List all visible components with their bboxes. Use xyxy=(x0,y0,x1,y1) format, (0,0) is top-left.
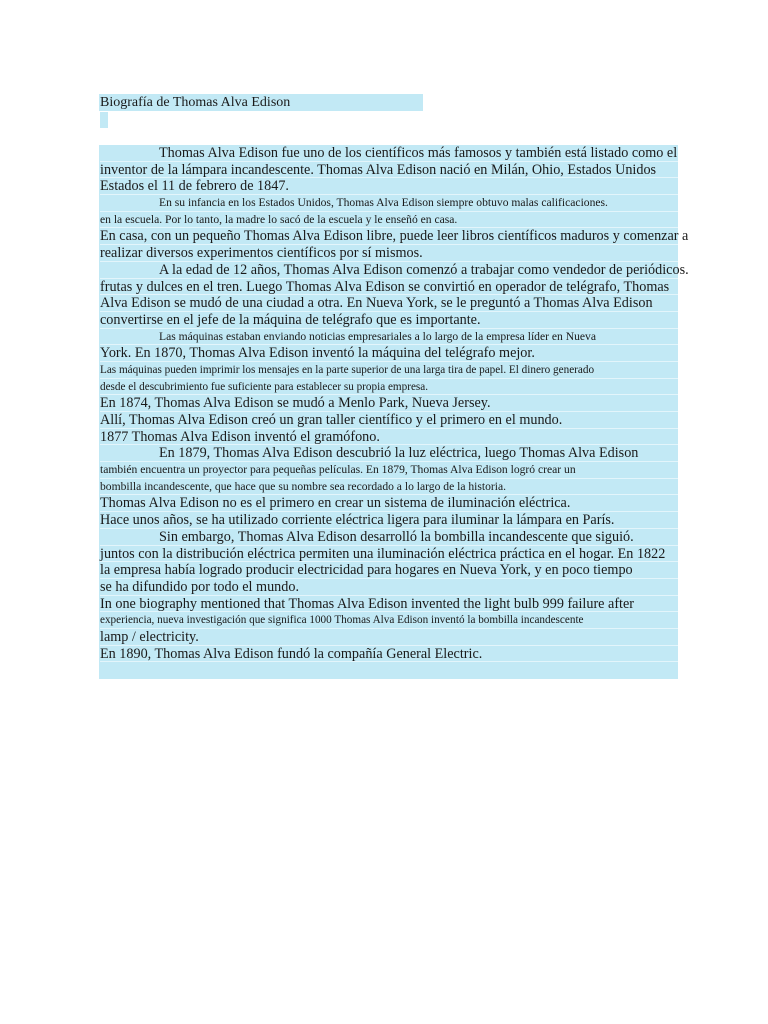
text-line: Allí, Thomas Alva Edison creó un gran taller científico y el primero en el mundo. xyxy=(100,412,710,429)
text-line: 1877 Thomas Alva Edison inventó el gramófono. xyxy=(100,429,710,446)
text-line: desde el descubrimiento fue suficiente para establecer su propia empresa. xyxy=(100,379,710,396)
document-title: Biografía de Thomas Alva Edison xyxy=(100,95,291,110)
text-line: York. En 1870, Thomas Alva Edison inventó la máquina del telégrafo mejor. xyxy=(100,345,710,362)
text-line: En 1890, Thomas Alva Edison fundó la compañía General Electric. xyxy=(100,646,710,663)
text-line: convertirse en el jefe de la máquina de telégrafo que es importante. xyxy=(100,312,710,329)
text-line: se ha difundido por todo el mundo. xyxy=(100,579,710,596)
text-line: bombilla incandescente, que hace que su nombre sea recordado a lo largo de la historia. xyxy=(100,479,710,496)
text-line: Alva Edison se mudó de una ciudad a otra. En Nueva York, se le preguntó a Thomas Alva Edison xyxy=(100,295,710,312)
text-line: En su infancia en los Estados Unidos, Thomas Alva Edison siempre obtuvo malas calificaciones. xyxy=(100,195,710,212)
text-line: inventor de la lámpara incandescente. Thomas Alva Edison nació en Milán, Ohio, Estados Unidos xyxy=(100,162,710,179)
text-line: frutas y dulces en el tren. Luego Thomas Alva Edison se convirtió en operador de telégrafo, Thomas xyxy=(100,279,710,296)
text-line: Estados el 11 de febrero de 1847. xyxy=(100,178,710,195)
text-line: lamp / electricity. xyxy=(100,629,710,646)
text-line: En casa, con un pequeño Thomas Alva Edison libre, puede leer libros científicos maduros y comenzar a xyxy=(100,228,710,245)
text-line: la empresa había logrado producir electricidad para hogares en Nueva York, y en poco tiempo xyxy=(100,562,710,579)
text-line: Las máquinas estaban enviando noticias empresariales a lo largo de la empresa líder en Nueva xyxy=(100,329,710,346)
text-line: Thomas Alva Edison fue uno de los científicos más famosos y también está listado como el xyxy=(100,145,710,162)
text-line: A la edad de 12 años, Thomas Alva Edison comenzó a trabajar como vendedor de periódicos. xyxy=(100,262,710,279)
text-line: In one biography mentioned that Thomas Alva Edison invented the light bulb 999 failure after xyxy=(100,596,710,613)
text-line: En 1874, Thomas Alva Edison se mudó a Menlo Park, Nueva Jersey. xyxy=(100,395,710,412)
text-line: realizar diversos experimentos científicos por sí mismos. xyxy=(100,245,710,262)
text-line: juntos con la distribución eléctrica permiten una iluminación eléctrica práctica en el hogar. En 1822 xyxy=(100,546,710,563)
text-line: Thomas Alva Edison no es el primero en crear un sistema de iluminación eléctrica. xyxy=(100,495,710,512)
text-line: Las máquinas pueden imprimir los mensajes en la parte superior de una larga tira de papel. El dinero generado xyxy=(100,362,710,379)
document-body xyxy=(100,145,710,662)
text-line: Hace unos años, se ha utilizado corriente eléctrica ligera para iluminar la lámpara en París. xyxy=(100,512,710,529)
empty-line-highlight xyxy=(100,112,108,128)
text-line: también encuentra un proyector para pequeñas películas. En 1879, Thomas Alva Edison logró crear un xyxy=(100,462,710,479)
text-line: en la escuela. Por lo tanto, la madre lo sacó de la escuela y le enseñó en casa. xyxy=(100,212,710,229)
text-line: experiencia, nueva investigación que significa 1000 Thomas Alva Edison inventó la bombilla incandescente xyxy=(100,612,710,629)
text-line: Sin embargo, Thomas Alva Edison desarrolló la bombilla incandescente que siguió. xyxy=(100,529,710,546)
text-line: En 1879, Thomas Alva Edison descubrió la luz eléctrica, luego Thomas Alva Edison xyxy=(100,445,710,462)
